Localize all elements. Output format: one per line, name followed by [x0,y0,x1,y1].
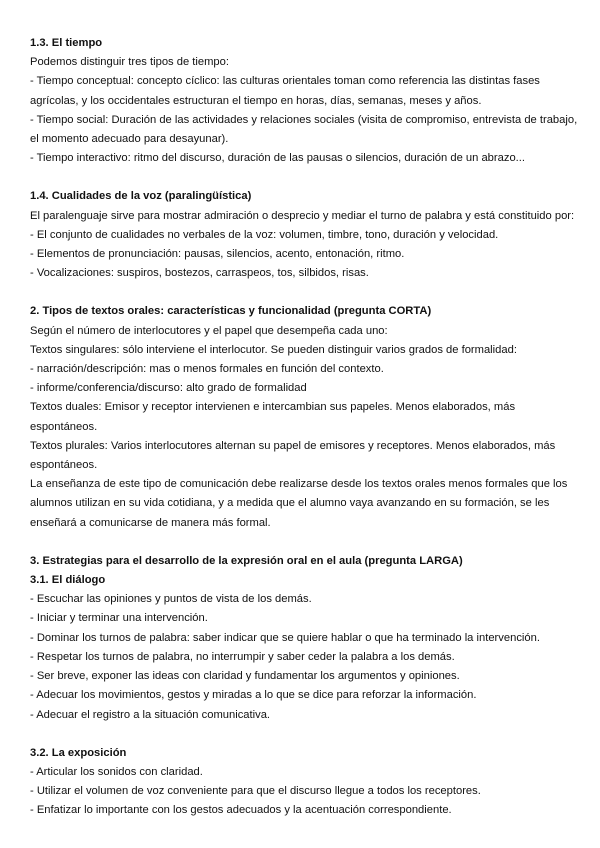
paragraph: Textos duales: Emisor y receptor intervienen e intercambian sus papeles. Menos elaborados, más espontáneos. [30,401,516,433]
list-item: - Enfatizar lo importante con los gestos adecuados y la acentuación correspondiente. [30,804,452,817]
paragraph: - Tiempo conceptual: concepto cíclico: las culturas orientales toman como referencia las distintas fases agrícolas, y los occidentales estructuran el tiempo en horas, días, semanas, meses y años. [30,75,540,107]
list-item: - Adecuar el registro a la situación comunicativa. [30,708,271,721]
spacer [30,725,578,744]
paragraph: El paralenguaje sirve para mostrar admiración o desprecio y mediar el turno de palabra y está constituido por: [30,209,575,222]
list-item: - Iniciar y terminar una intervención. [30,612,208,625]
paragraph: - El conjunto de cualidades no verbales de la voz: volumen, timbre, tono, duración y velocidad. [30,228,499,241]
list-item: - Respetar los turnos de palabra, no interrumpir y saber ceder la palabra a los demás. [30,650,455,663]
document-content [30,34,578,821]
list-item: - Escuchar las opiniones y puntos de vista de los demás. [30,593,312,606]
paragraph: - Tiempo interactivo: ritmo del discurso, duración de las pausas o silencios, duración de un abrazo... [30,152,525,165]
spacer [30,168,578,187]
paragraph: - Tiempo social: Duración de las actividades y relaciones sociales (visita de compromiso, entrevista de trabajo, el momento adecuado para desayunar). [30,113,578,146]
list-item: - Ser breve, exponer las ideas con claridad y fundamentar los argumentos y opiniones. [30,670,460,683]
paragraph: - Vocalizaciones: suspiros, bostezos, carraspeos, tos, silbidos, risas. [30,267,369,280]
paragraph: Según el número de interlocutores y el papel que desempeña cada uno: [30,324,388,337]
spacer [30,533,578,552]
section-heading-3-1: 3.1. El diálogo [30,574,106,587]
paragraph: - informe/conferencia/discurso: alto grado de formalidad [30,382,307,395]
list-item: - Adecuar los movimientos, gestos y miradas a lo que se dice para reforzar la información. [30,689,477,702]
paragraph: Podemos distinguir tres tipos de tiempo: [30,56,229,69]
section-heading-1-3: 1.3. El tiempo [30,37,103,49]
section-heading-3-2: 3.2. La exposición [30,746,127,759]
list-item: - Articular los sonidos con claridad. [30,765,203,778]
section-heading-2: 2. Tipos de textos orales: características y funcionalidad (pregunta CORTA) [30,305,432,318]
section-heading-1-4: 1.4. Cualidades de la voz (paralingüística) [30,190,252,203]
paragraph: La enseñanza de este tipo de comunicación debe realizarse desde los textos orales menos formales que los alumnos utilizan en su vida cotidiana, y a medida que el alumno vaya avanzando en su formación, se les enseñará a comunicarse de manera más formal. [30,478,568,529]
paragraph: Textos plurales: Varios interlocutores alternan su papel de emisores y receptores. Menos elaborados, más espontáneos. [30,439,556,472]
paragraph: Textos singulares: sólo interviene el interlocutor. Se pueden distinguir varios grados de formalidad: [30,343,517,356]
paragraph: - narración/descripción: mas o menos formales en función del contexto. [30,363,384,376]
paragraph: - Elementos de pronunciación: pausas, silencios, acento, entonación, ritmo. [30,248,405,261]
spacer [30,283,578,302]
list-item: - Utilizar el volumen de voz conveniente para que el discurso llegue a todos los receptores. [30,785,481,798]
list-item: - Dominar los turnos de palabra: saber indicar que se quiere hablar o que ha terminado la intervención. [30,631,540,644]
section-heading-3: 3. Estrategias para el desarrollo de la expresión oral en el aula (pregunta LARGA) [30,554,463,567]
